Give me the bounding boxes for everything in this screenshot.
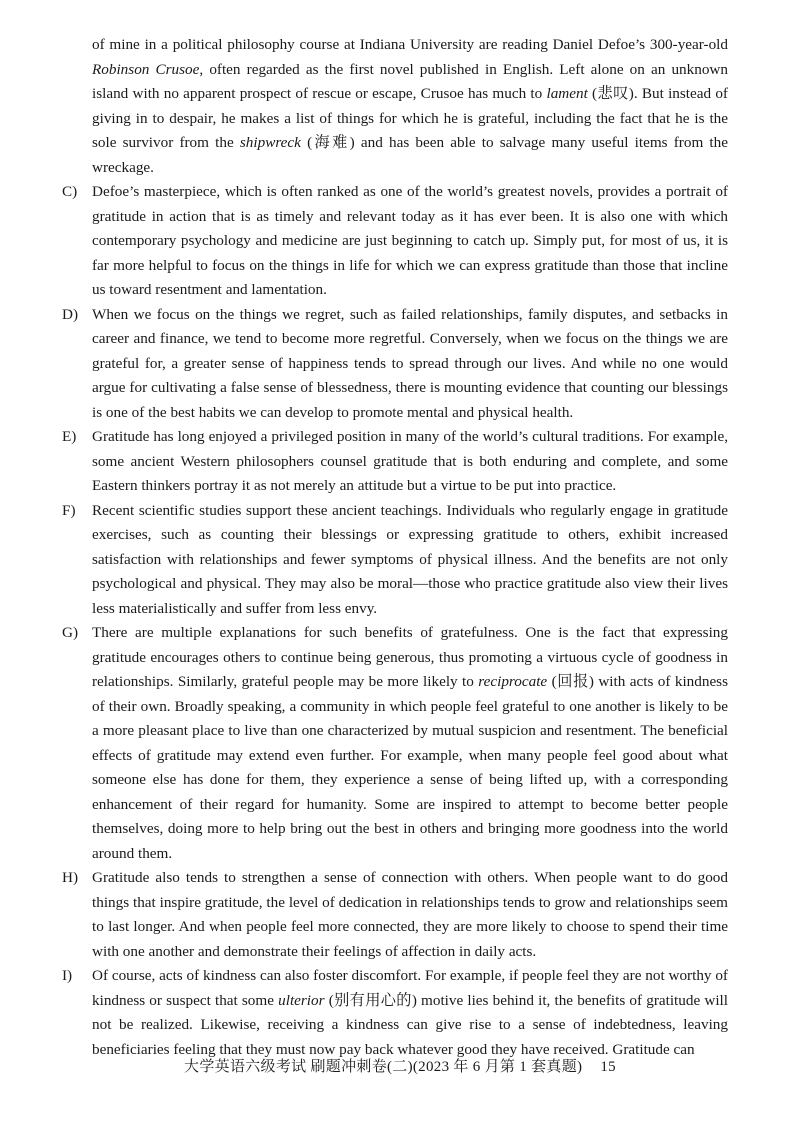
paragraph-g bbox=[62, 621, 728, 866]
footer-title: 大学英语六级考试 刷题冲刺卷(二)(2023 年 6 月第 1 套真题) bbox=[184, 1059, 583, 1075]
paragraph-f bbox=[62, 499, 728, 622]
paragraph-text: When we focus on the things we regret, such as failed relationships, family disputes, and setbacks in career and finance, we tend to become more regretful. Conversely, when we focus on the things we are grateful for, a greater sense of happiness tends to spread through our lives. And while no one would argue for cultivating a false sense of blessedness, there is mounting evidence that counting our blessings is one of the best habits we can develop to promote mental and physical health. bbox=[92, 305, 728, 421]
paragraph-text: (回报) with acts of kindness of their own. Broadly speaking, a community in which people feel grateful to one another is likely to be a more pleasant place to live than one characterized by mutual suspicion and resentment. The beneficial effects of gratitude may extend even further. For example, when many people feel good about what someone else has done for them, they experience a sense of being lifted up, with a corresponding enhancement of their regard for humanity. Some are inspired to attempt to become better people themselves, doing more to help bring out the best in others and bringing more goodness into the world around them. bbox=[92, 673, 729, 862]
paragraph-text: (海难) and has been able to salvage many useful items from the wreckage. bbox=[92, 134, 728, 176]
italic-term: Robinson Crusoe bbox=[92, 60, 200, 78]
paragraph-label: I) bbox=[62, 967, 73, 984]
paragraph-label: G) bbox=[62, 624, 79, 641]
document-body bbox=[62, 33, 728, 1062]
paragraph-text: Gratitude also tends to strengthen a sense of connection with others. When people want to do good things that inspire gratitude, the level of dedication in relationships tends to grow and relationships seem to last longer. And when people feel more connected, they are more likely to choose to spend their time with one another and demonstrate their feelings of affection in daily acts. bbox=[92, 869, 728, 960]
paragraph-d bbox=[62, 303, 728, 426]
paragraph-text: There are multiple explanations for such benefits of gratefulness. One is the fact that expressing gratitude encourages others to continue being generous, thus promoting a virtuous cycle of goodness in relationships. Similarly, grateful people may be more likely to bbox=[92, 624, 728, 690]
paragraph-text: Recent scientific studies support these ancient teachings. Individuals who regularly engage in gratitude exercises, such as counting their blessings or expressing gratitude to others, exhibit increased satisfaction with relationships and fewer symptoms of physical illness. And the benefits are not only psychological and physical. They may also be moral—those who practice gratitude also view their lives less materialistically and suffer from less envy. bbox=[92, 501, 728, 617]
paragraph-continued bbox=[62, 33, 728, 180]
paragraph-text: Of course, acts of kindness can also foster discomfort. For example, if people feel they are not worthy of kindness or suspect that some bbox=[92, 967, 728, 1009]
italic-term: reciprocate bbox=[478, 673, 548, 690]
paragraph-label: H) bbox=[62, 869, 79, 886]
italic-term: shipwreck bbox=[239, 134, 301, 151]
paragraph-label: E) bbox=[62, 428, 77, 445]
paragraph-i bbox=[62, 964, 728, 1062]
italic-term: ulterior bbox=[278, 991, 325, 1009]
paragraph-label: F) bbox=[62, 501, 76, 519]
page-footer bbox=[0, 1055, 800, 1076]
paragraph-text: (别有用心的) motive lies behind it, the benefits of gratitude will not be realized. Likewise, receiving a kindness can give rise to a sense of indebtedness, leaving beneficiaries feeling that they must now pay back whatever good they have received. Gratitude can bbox=[92, 991, 728, 1058]
paragraph-label: D) bbox=[62, 305, 79, 323]
paragraph-text: Defoe’s masterpiece, which is often ranked as one of the world’s greatest novels, provides a portrait of gratitude in action that is as timely and relevant today as it has ever been. It is also one with which contemporary psychology and medicine are just beginning to catch up. Simply put, for most of us, it is far more helpful to focus on the things in life for which we can express gratitude than those that incline us toward resentment and lamentation. bbox=[92, 183, 728, 298]
page-number: 15 bbox=[600, 1059, 616, 1075]
italic-term: lament bbox=[546, 85, 588, 102]
paragraph-text: Gratitude has long enjoyed a privileged position in many of the world’s cultural traditions. For example, some ancient Western philosophers counsel gratitude that is both enduring and complete, and some Eastern thinkers portray it as not merely an attitude but a virtue to be put into practice. bbox=[92, 428, 728, 494]
paragraph-e bbox=[62, 425, 728, 499]
paragraph-text: (悲叹). But instead of giving in to despair, he makes a list of things for which he is grateful, including the fact that he is the sole survivor from the bbox=[92, 85, 728, 151]
paragraph-c bbox=[62, 180, 728, 303]
paragraph-label: C) bbox=[62, 183, 78, 200]
paragraph-text: , often regarded as the first novel published in English. Left alone on an unknown island with no apparent prospect of rescue or escape, Crusoe has much to bbox=[92, 60, 728, 102]
paragraph-text: of mine in a political philosophy course at Indiana University are reading Daniel Defoe’s 300-year-old bbox=[92, 36, 728, 53]
paragraph-h bbox=[62, 866, 728, 964]
